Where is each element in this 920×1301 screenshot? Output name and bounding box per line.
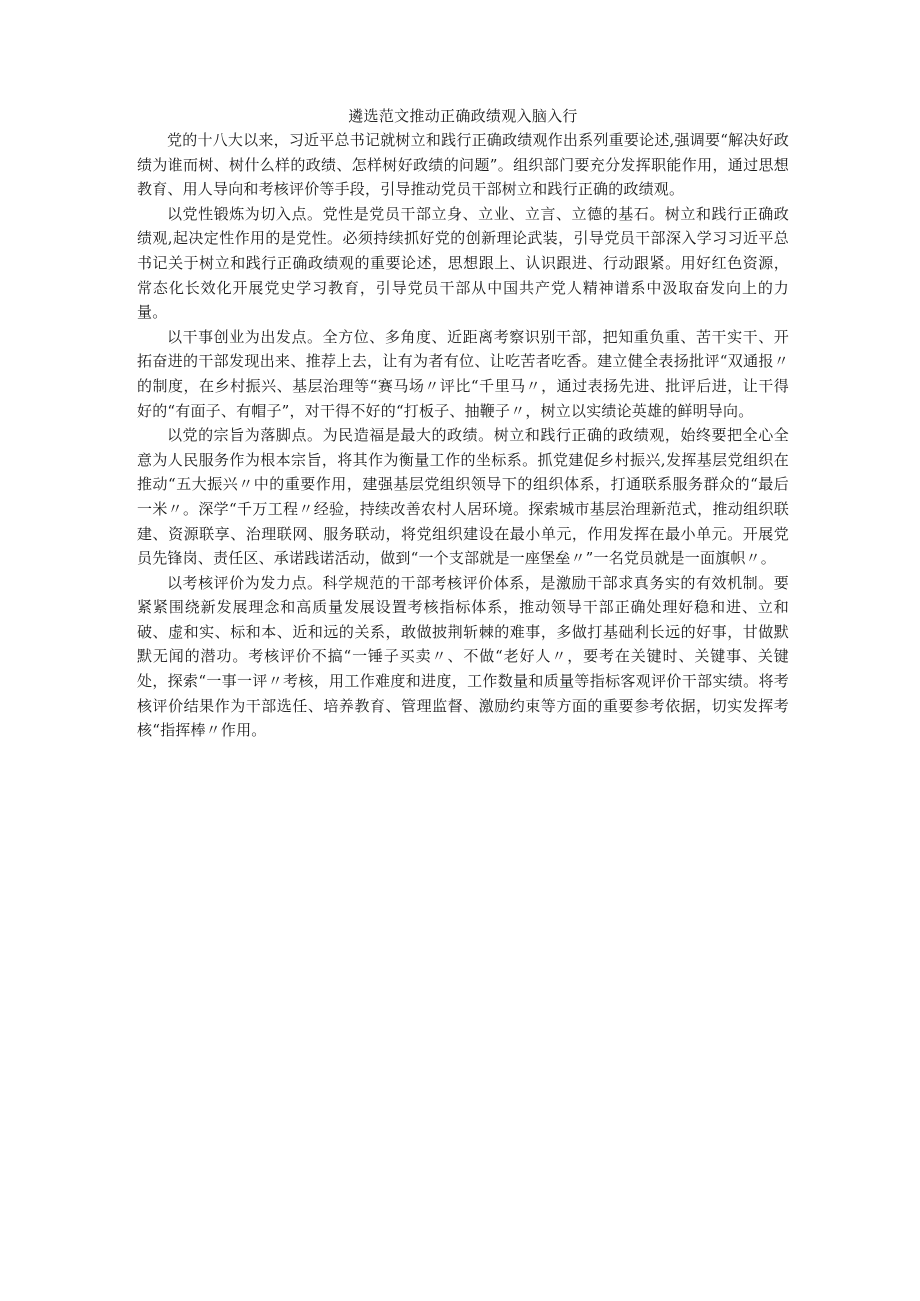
paragraph-party-spirit: 以党性锻炼为切入点。党性是党员干部立身、立业、立言、立德的基石。树立和践行正确政绩观,起决定性作用的是党性。必须持续抓好党的创新理论武装，引导党员干部深入学习习近平总书记关于树立和践行正确政绩观的重要论述，思想跟上、认识跟进、行动跟紧。用好红色资源，常态化长效化开展党史学习教育，引导党员干部从中国共产党人精神谱系中汲取奋发向上的力量。 — [137, 204, 789, 322]
document-body — [137, 104, 789, 743]
paragraph-party-purpose: 以党的宗旨为落脚点。为民造福是最大的政绩。树立和践行正确的政绩观，始终要把全心全意为人民服务作为根本宗旨，将其作为衡量工作的坐标系。抓党建促乡村振兴,发挥基层党组织在推动“五大振兴〃中的重要作用，建强基层党组织领导下的组织体系，打通联系服务群众的“最后一米〃。深学“千万工程〃经验，持续改善农村人居环境。探索城市基层治理新范式，推动组织联建、资源联享、治理联网、服务联动，将党组织建设在最小单元，作用发挥在最小单元。开展党员先锋岗、责任区、承诺践诺活动，做到“一个支部就是一座堡垒〃”一名党员就是一面旗帜〃。 — [137, 426, 789, 568]
paragraph-entrepreneurship: 以干事创业为出发点。全方位、多角度、近距离考察识别干部，把知重负重、苦干实干、开拓奋进的干部发现出来、推荐上去，让有为者有位、让吃苦者吃香。建立健全表扬批评“双通报〃的制度，在乡村振兴、基层治理等“赛马场〃评比“千里马〃，通过表扬先进、批评后进，让干得好的“有面子、有帽子”，对干得不好的“打板子、抽鞭子〃，树立以实绩论英雄的鲜明导向。 — [137, 327, 789, 420]
document-title: 遴选范文推动正确政绩观入脑入行 — [348, 107, 578, 125]
paragraph-assessment: 以考核评价为发力点。科学规范的干部考核评价体系，是激励干部求真务实的有效机制。要紧紧围绕新发展理念和高质量发展设置考核指标体系，推动领导干部正确处理好稳和进、立和破、虚和实、标和本、近和远的关系，敢做披荆斩棘的难事，多做打基础利长远的好事，甘做默默无闻的潜功。考核评价不搞“一锤子买卖〃、不做“老好人〃，要考在关键时、关键事、关键处，探索“一事一评〃考核，用工作难度和进度，工作数量和质量等指标客观评价干部实绩。将考核评价结果作为干部选任、培养教育、管理监督、激励约束等方面的重要参考依据，切实发挥考核“指挥棒〃作用。 — [137, 573, 789, 740]
paragraph-intro: 党的十八大以来，习近平总书记就树立和践行正确政绩观作出系列重要论述,强调要“解决好政绩为谁而树、树什么样的政绩、怎样树好政绩的问题”。组织部门要充分发挥职能作用，通过思想教育、用人导向和考核评价等手段，引导推动党员干部树立和践行正确的政绩观。 — [137, 131, 789, 199]
